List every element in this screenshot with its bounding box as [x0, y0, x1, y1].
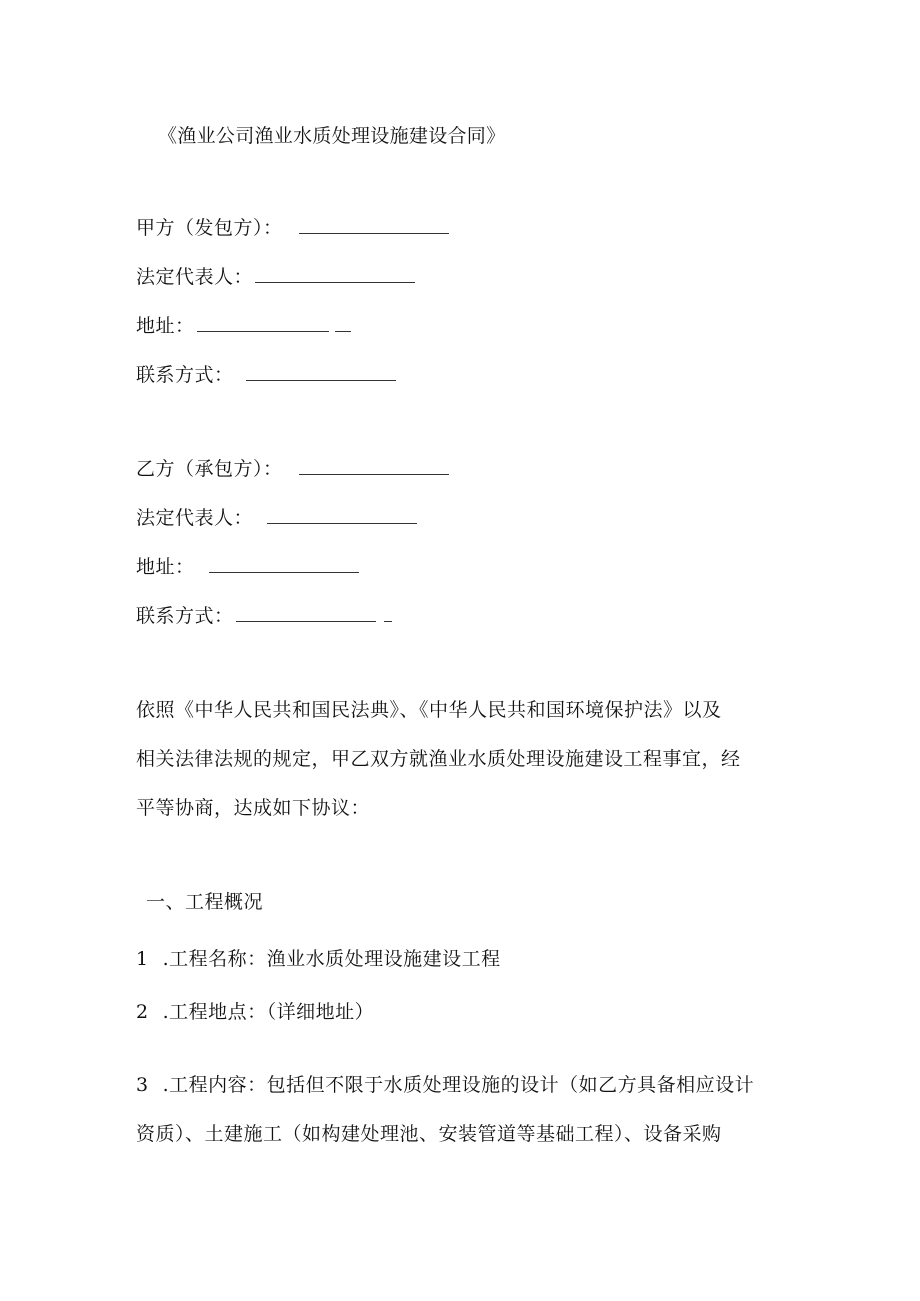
- party-a-contact-blank: [246, 364, 396, 381]
- section-1-item-3: [136, 1073, 754, 1097]
- item-1-number: 1: [136, 948, 149, 970]
- section-1-item-3-continued: 资质）、土建施工（如构建处理池、安装管道等基础工程）、设备采购: [136, 1123, 722, 1145]
- party-b-contact-label: 联系方式：: [136, 605, 234, 627]
- contract-title: 《渔业公司渔业水质处理设施建设合同》: [158, 125, 506, 147]
- party-a-rep-blank: [255, 266, 415, 283]
- section-1-item-1: [136, 947, 501, 971]
- party-a-address-blank: [197, 315, 329, 332]
- party-b-contact-line: [136, 604, 392, 628]
- party-b-contact-blank: [236, 605, 376, 622]
- preamble-line-1: 依照《中华人民共和国民法典》、《中华人民共和国环境保护法》以及: [136, 699, 722, 721]
- preamble-line-3: 平等协商，达成如下协议：: [136, 797, 371, 819]
- item-3-text: .工程内容：包括但不限于水质处理设施的设计（如乙方具备相应设计: [162, 1074, 755, 1096]
- party-a-contact-label: 联系方式：: [136, 364, 234, 386]
- item-2-number: 2: [136, 1001, 149, 1023]
- item-1-text: .工程名称：渔业水质处理设施建设工程: [162, 948, 501, 970]
- party-b-rep-label: 法定代表人：: [136, 507, 254, 529]
- preamble-line-2: 相关法律法规的规定，甲乙双方就渔业水质处理设施建设工程事宜，经: [136, 748, 741, 770]
- party-b-rep-blank: [267, 507, 417, 524]
- party-b-address-line: [136, 555, 359, 579]
- party-b-blank: [299, 458, 449, 475]
- party-b-line: [136, 457, 449, 481]
- party-a-address-label: 地址：: [136, 315, 195, 337]
- item-3-number: 3: [136, 1074, 149, 1096]
- party-b-address-blank: [209, 556, 359, 573]
- party-a-rep-label: 法定代表人：: [136, 266, 254, 288]
- section-1-item-2: [136, 1000, 374, 1024]
- party-a-address-line: [136, 314, 351, 338]
- party-a-label: 甲方（发包方）：: [136, 217, 283, 239]
- party-b-label: 乙方（承包方）：: [136, 458, 283, 480]
- party-a-line: [136, 216, 449, 240]
- party-a-contact-line: [136, 363, 396, 387]
- party-b-rep-line: [136, 506, 417, 530]
- item-2-text: .工程地点：（详细地址）: [162, 1001, 375, 1023]
- party-a-rep-line: [136, 265, 415, 289]
- party-a-blank: [299, 217, 449, 234]
- party-b-address-label: 地址：: [136, 556, 195, 578]
- party-a-address-blank-tail: [335, 315, 351, 332]
- party-b-contact-blank-tail: [384, 605, 392, 622]
- section-1-heading: 一、工程概况: [146, 891, 264, 913]
